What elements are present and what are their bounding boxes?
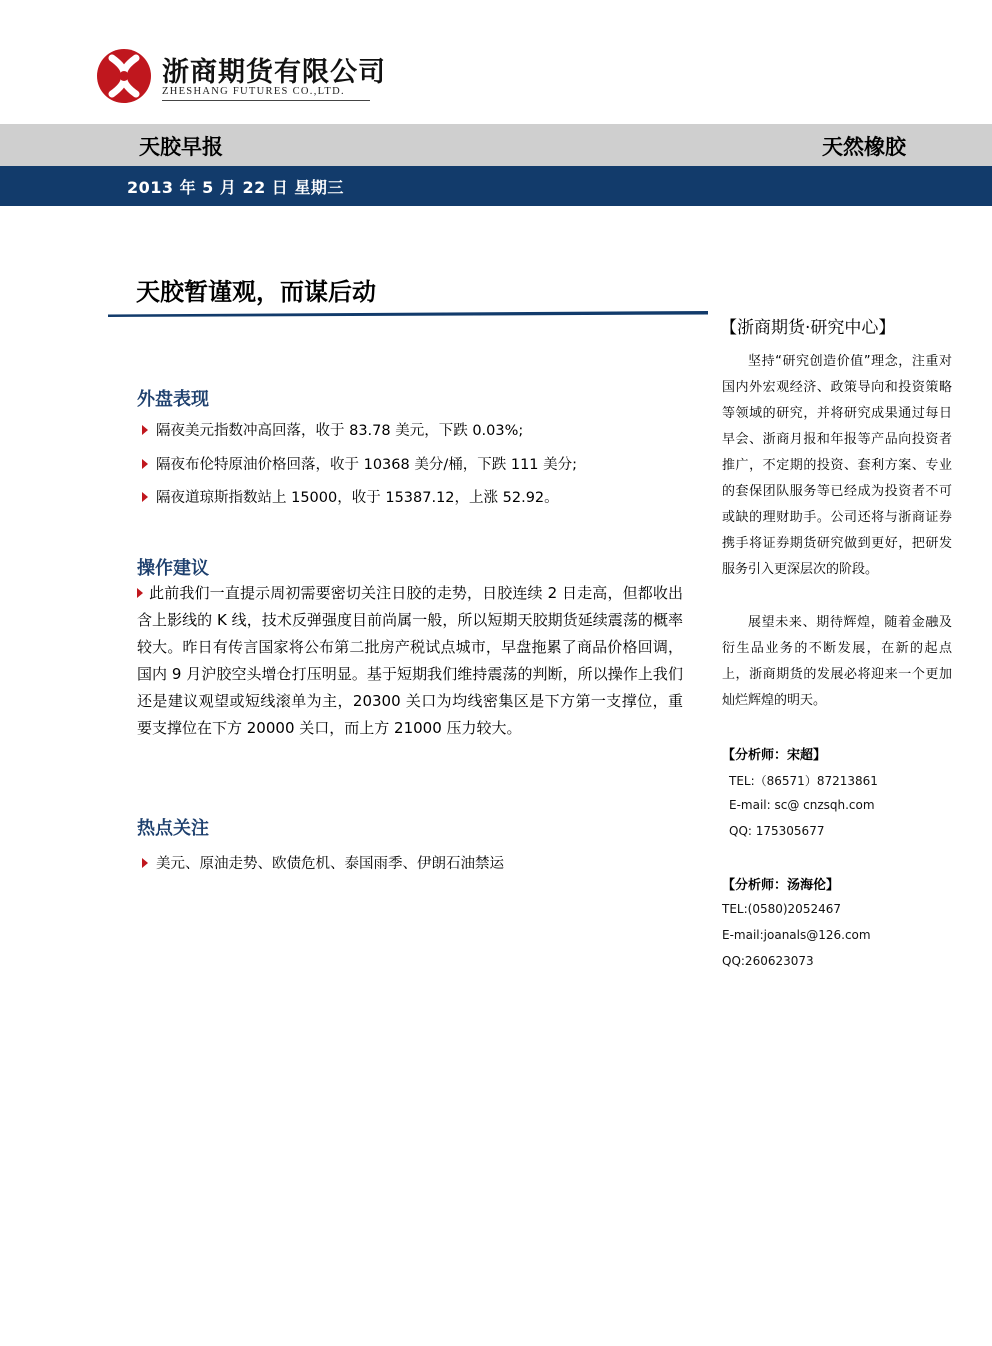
title-underline <box>108 311 708 317</box>
overseas-item <box>142 486 559 507</box>
hotspot-item <box>142 852 504 873</box>
overseas-item-text: 隔夜美元指数冲高回落，收于 83.78 美元，下跌 0.03%; <box>156 423 524 439</box>
analyst-name: 【分析师：汤海伦】 <box>722 878 840 893</box>
sidebar-heading: 【浙商期货·研究中心】 <box>720 318 896 338</box>
analyst-name: 【分析师：宋超】 <box>722 748 827 763</box>
analyst-email: E-mail:joanals@126.com <box>722 928 871 942</box>
bullet-arrow-icon <box>142 492 148 502</box>
overseas-item-text: 隔夜道琼斯指数站上 15000，收于 15387.12，上涨 52.92。 <box>156 490 559 506</box>
bullet-arrow-icon <box>137 588 143 598</box>
advice-text: 此前我们一直提示周初需要密切关注日胶的走势，日胶连续 2 日走高，但都收出含上影线的 K 线，技术反弹强度目前尚属一般，所以短期天胶期货延续震荡的概率较大。昨日有传言国家将公布第二批房产税试点城市，早盘拖累了商品价格回调，国内 9 月沪胶空头增仓打压明显。基于短期我们维持震荡的判断，所以操作上我们还是建议观望或短线滚单为主，20300 关口为均线密集区是下方第一支撑位，重要支撑位在下方 20000 关口，而上方 21000 压力较大。 <box>137 584 683 737</box>
company-logo-icon <box>96 48 152 104</box>
bullet-arrow-icon <box>142 858 148 868</box>
section-heading-overseas: 外盘表现 <box>137 389 209 410</box>
report-type: 天胶早报 <box>139 135 223 159</box>
bullet-arrow-icon <box>142 459 148 469</box>
bullet-arrow-icon <box>142 425 148 435</box>
section-heading-hotspots: 热点关注 <box>137 818 209 839</box>
analyst-qq: QQ: 175305677 <box>729 824 825 838</box>
analyst-tel: TEL:（86571）87213861 <box>729 774 878 788</box>
sidebar-outlook: 展望未来、期待辉煌，随着金融及衍生品业务的不断发展，在新的起点上，浙商期货的发展必将迎来一个更加灿烂辉煌的明天。 <box>722 615 952 708</box>
overseas-item <box>142 453 577 474</box>
analyst-tel: TEL:(0580)2052467 <box>722 902 841 916</box>
report-date: 2013 年 5 月 22 日 星期三 <box>127 178 344 197</box>
commodity-name: 天然橡胶 <box>822 135 906 159</box>
company-name-en: ZHESHANG FUTURES CO.,LTD. <box>162 86 345 97</box>
hotspot-item-text: 美元、原油走势、欧债危机、泰国雨季、伊朗石油禁运 <box>156 856 504 872</box>
analyst-qq: QQ:260623073 <box>722 954 814 968</box>
logo-underline <box>162 100 370 101</box>
overseas-item-text: 隔夜布伦特原油价格回落，收于 10368 美分/桶，下跌 111 美分; <box>156 457 578 473</box>
advice-paragraph <box>137 580 683 742</box>
section-heading-advice: 操作建议 <box>137 558 209 579</box>
sidebar-intro: 坚持“研究创造价值”理念，注重对国内外宏观经济、政策导向和投资策略等领域的研究，并将研究成果通过每日早会、浙商月报和年报等产品向投资者推广，不定期的投资、套利方案、专业的套保团队服务等已经成为投资者不可或缺的理财助手。公司还将与浙商证券携手将证券期货研究做到更好，把研发服务引入更深层次的阶段。 <box>722 354 952 577</box>
report-title: 天胶暂谨观，而谋后动 <box>136 278 376 306</box>
analyst-email: E-mail: sc@ cnzsqh.com <box>729 798 875 812</box>
company-name-cn: 浙商期货有限公司 <box>162 57 386 88</box>
overseas-item <box>142 419 523 440</box>
